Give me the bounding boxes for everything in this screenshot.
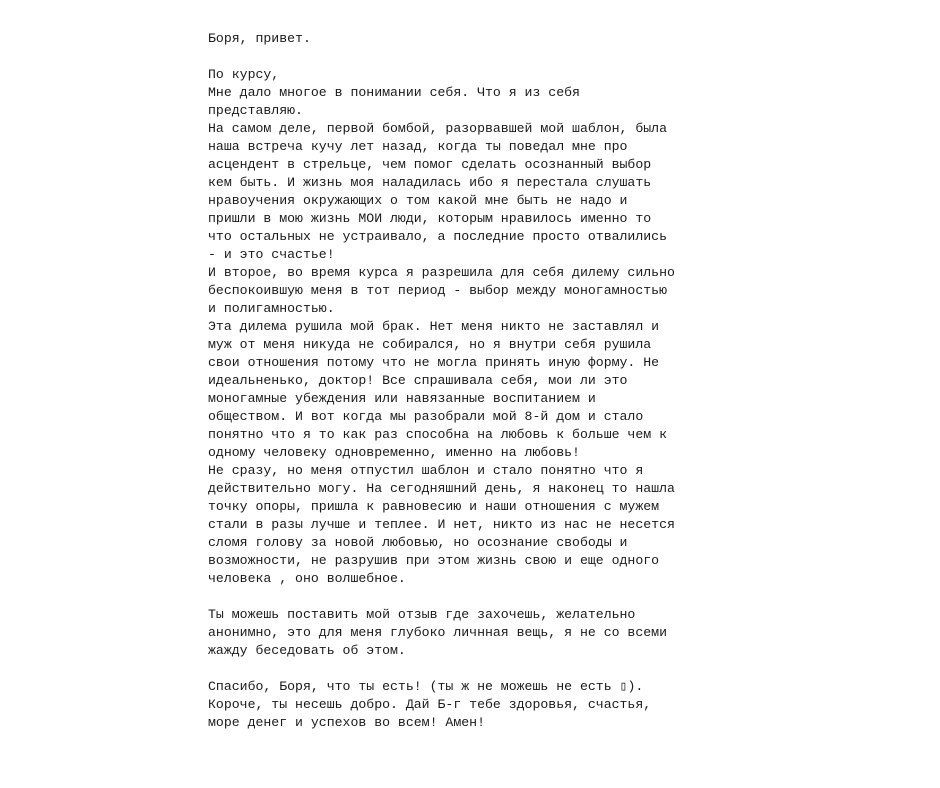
text-line: сломя голову за новой любовью, но осознание свободы и [208,535,628,550]
text-line: обществом. И вот когда мы разобрали мой 8-й дом и стало [208,409,644,424]
text-line: - и это счастье! [208,247,335,262]
text-line: точку опоры, пришла к равновесию и наши отношения с мужем [208,499,660,514]
greeting-paragraph [208,30,768,48]
text-line: человека , оно волшебное. [208,571,406,586]
text-line: что остальных не устраивало, а последние просто отвалились [208,229,667,244]
text-line: понятно что я то как раз способна на любовь к больше чем к [208,427,667,442]
text-line: возможности, не разрушив при этом жизнь свою и еще одного [208,553,660,568]
text-line: одному человеку одновременно, именно на любовь! [208,445,580,460]
text-line: действительно могу. На сегодняшний день, я наконец то нашла [208,481,675,496]
text-line: стали в разы лучше и теплее. И нет, никто из нас не несется [208,517,675,532]
text-line: беспокоившую меня в тот период - выбор между моногамностью [208,283,667,298]
text-line: муж от меня никуда не собирался, но я внутри себя рушила [208,337,652,352]
text-line: Спасибо, Боря, что ты есть! (ты ж не можешь не есть ▯). [208,679,644,694]
text-line: Не сразу, но меня отпустил шаблон и стало понятно что я [208,463,644,478]
text-line: Ты можешь поставить мой отзыв где захочешь, желательно [208,607,636,622]
text-line: наша встреча кучу лет назад, когда ты поведал мне про [208,139,628,154]
text-line: Эта дилема рушила мой брак. Нет меня никто не заставлял и [208,319,660,334]
text-line: На самом деле, первой бомбой, разорвавшей мой шаблон, была [208,121,667,136]
text-line: Короче, ты несешь добро. Дай Б-г тебе здоровья, счастья, [208,697,652,712]
text-line: кем быть. И жизнь моя наладилась ибо я перестала слушать [208,175,652,190]
body-paragraph-permission [208,606,768,660]
text-line: Мне дало многое в понимании себя. Что я из себя [208,85,580,100]
text-line: По курсу, [208,67,280,82]
text-line: пришли в мою жизнь МОИ люди, которым нравилось именно то [208,211,652,226]
text-line: И второе, во время курса я разрешила для себя дилему сильно [208,265,675,280]
text-line: море денег и успехов во всем! Амен! [208,715,485,730]
text-line: и полигамностью. [208,301,335,316]
text-line: моногамные убеждения или навязанные воспитанием и [208,391,596,406]
text-line: анонимно, это для меня глубоко личнная вещь, я не со всеми [208,625,667,640]
text-line: нравоучения окружающих о том какой мне быть не надо и [208,193,628,208]
text-line: свои отношения потому что не могла принять иную форму. Не [208,355,660,370]
body-paragraph-course [208,66,768,588]
text-line: представляю. [208,103,303,118]
closing-paragraph [208,678,768,732]
text-line: асцендент в стрельце, чем помог сделать осознанный выбор [208,157,652,172]
letter-document [208,30,768,732]
text-line: идеальненько, доктор! Все спрашивала себя, мои ли это [208,373,628,388]
text-line: жажду беседовать об этом. [208,643,406,658]
text-line: Боря, привет. [208,31,311,46]
